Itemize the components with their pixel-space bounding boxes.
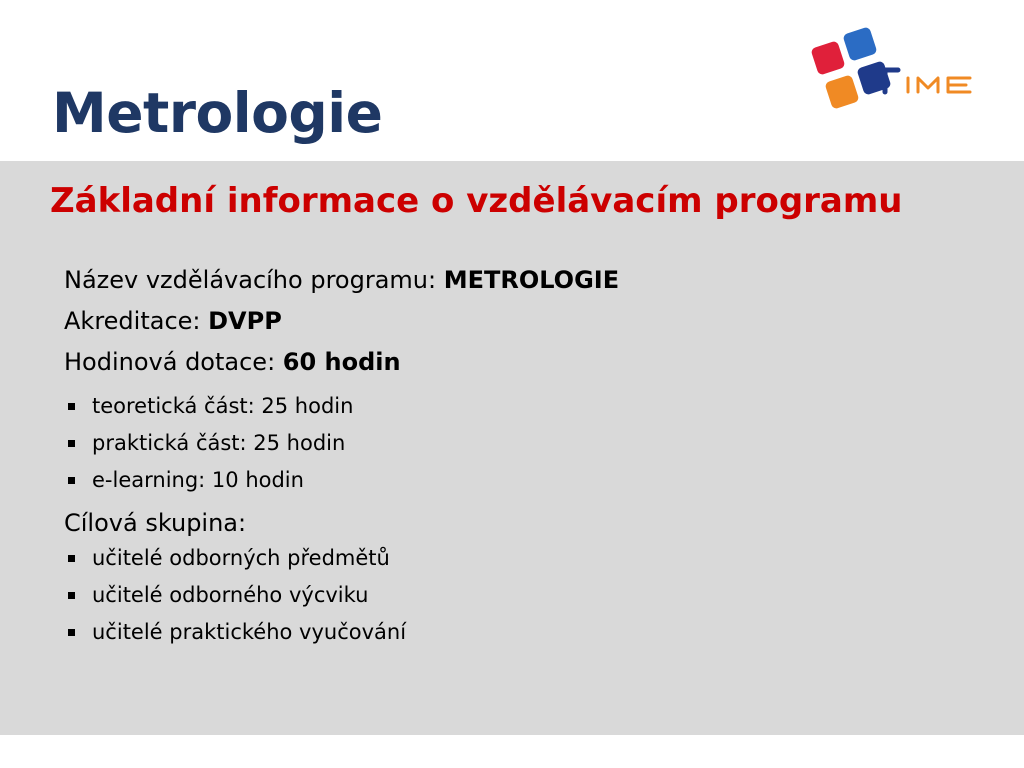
- hours-breakdown-item: [64, 433, 345, 454]
- slide-subtitle: Základní informace o vzdělávacím programu: [50, 181, 903, 221]
- target-group-item: [64, 585, 368, 606]
- accreditation-value: DVPP: [208, 307, 282, 335]
- logo-blue-square: [842, 26, 877, 61]
- square-bullet-icon: [68, 592, 75, 599]
- program-name-line: [64, 268, 619, 292]
- hours-label: Hodinová dotace:: [64, 348, 283, 376]
- logo-red-square: [810, 40, 845, 75]
- hours-breakdown-text: e-learning: 10 hodin: [92, 468, 304, 492]
- hours-line: [64, 350, 401, 374]
- hours-breakdown-text: praktická část: 25 hodin: [92, 431, 346, 455]
- target-group-item: [64, 622, 406, 643]
- target-group-label: Cílová skupina:: [64, 509, 247, 537]
- time-logo: [808, 26, 988, 118]
- hours-breakdown-text: teoretická část: 25 hodin: [92, 394, 354, 418]
- hours-breakdown-item: [64, 396, 353, 417]
- target-group-item: [64, 548, 390, 569]
- target-group-text: učitelé praktického vyučování: [92, 620, 407, 644]
- square-bullet-icon: [68, 440, 75, 447]
- hours-value: 60 hodin: [282, 348, 401, 376]
- square-bullet-icon: [68, 629, 75, 636]
- square-bullet-icon: [68, 477, 75, 484]
- program-name-label: Název vzdělávacího programu:: [64, 266, 444, 294]
- logo-orange-square: [824, 74, 859, 109]
- target-group-text: učitelé odborných předmětů: [92, 546, 390, 570]
- target-group-text: učitelé odborného výcviku: [92, 583, 369, 607]
- logo-wordmark: [872, 70, 970, 92]
- accreditation-line: [64, 309, 282, 333]
- accreditation-label: Akreditace:: [64, 307, 209, 335]
- square-bullet-icon: [68, 555, 75, 562]
- slide-title: Metrologie: [52, 81, 383, 145]
- program-name-value: METROLOGIE: [443, 266, 620, 294]
- hours-breakdown-item: [64, 470, 304, 491]
- square-bullet-icon: [68, 403, 75, 410]
